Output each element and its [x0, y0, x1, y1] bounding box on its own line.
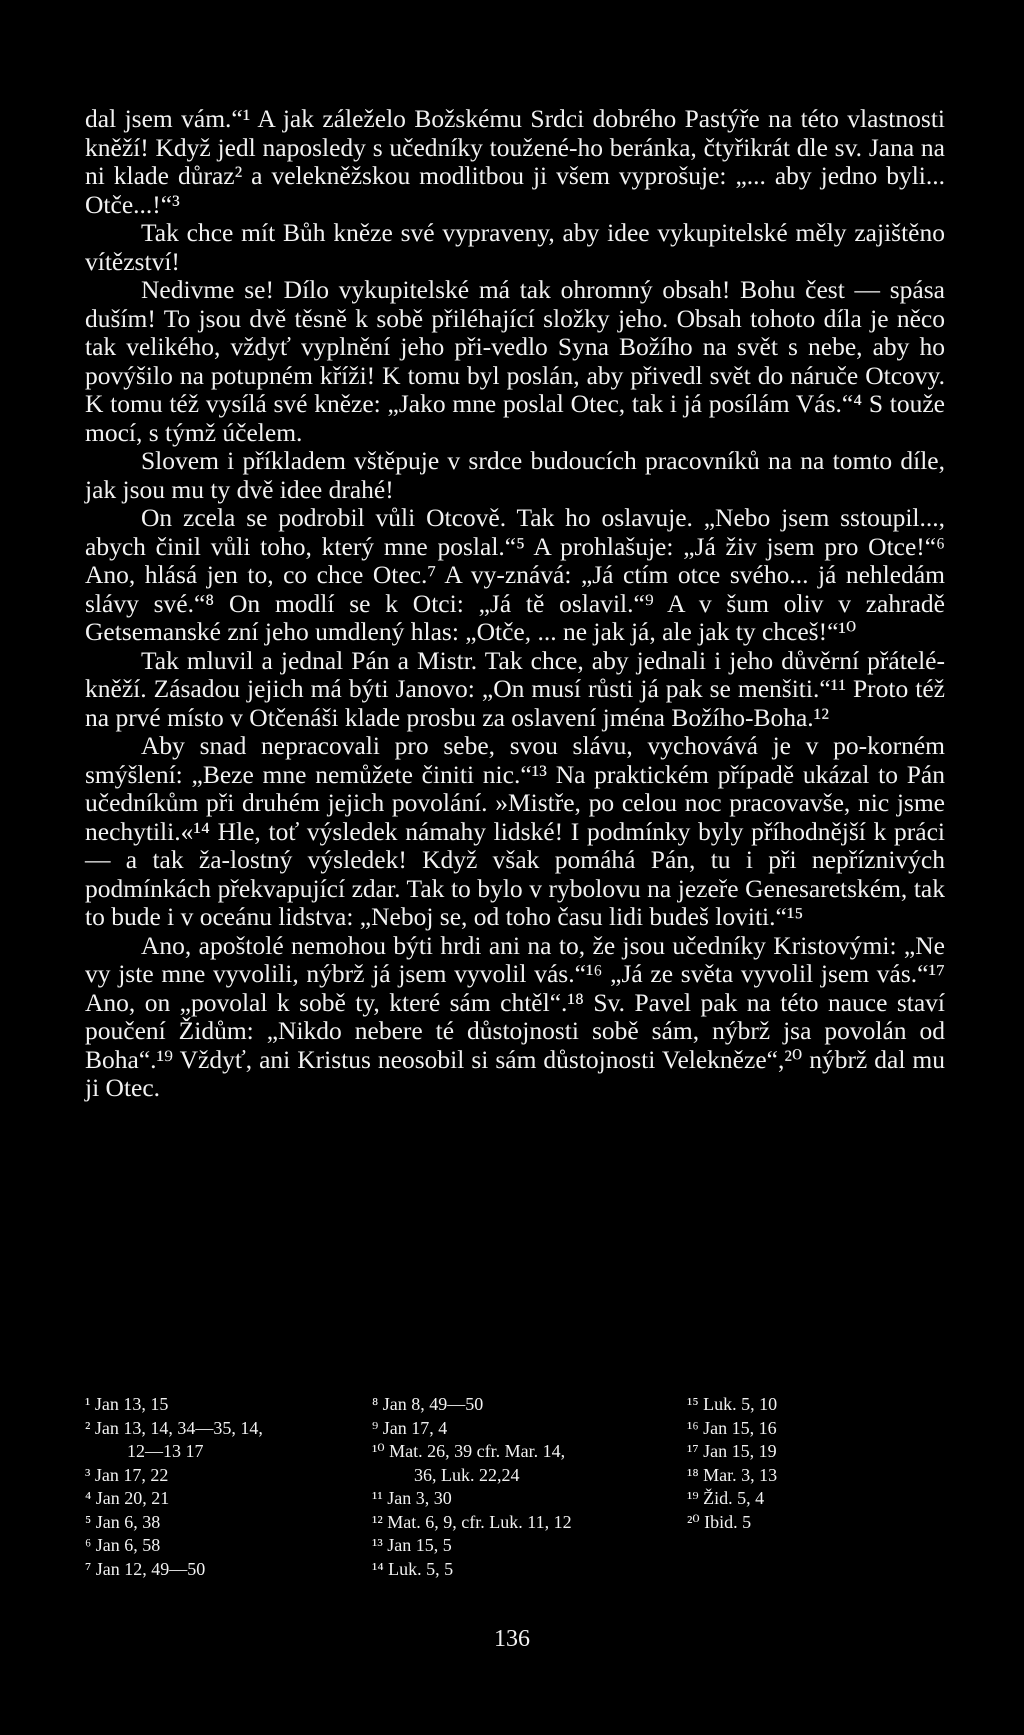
footnote: ¹⁹ Žid. 5, 4 [687, 1488, 765, 1508]
footnote: ⁸ Jan 8, 49—50 [372, 1394, 484, 1414]
footnote-continuation: 36, Luk. 22,24 [414, 1464, 520, 1485]
paragraph-4: Slovem i příkladem vštěpuje v srdce budoucích pracovníků na na tomto díle, jak jsou mu ty dvě idee drahé! [85, 446, 945, 504]
footnote: ¹ Jan 13, 15 [85, 1394, 169, 1414]
footnote: ⁶ Jan 6, 58 [85, 1535, 161, 1555]
footnote: ¹⁶ Jan 15, 16 [687, 1417, 777, 1438]
footnote: ⁵ Jan 6, 38 [85, 1511, 161, 1532]
footnote-column-1 [85, 1393, 355, 1581]
footnote: ⁷ Jan 12, 49—50 [85, 1558, 206, 1579]
paragraph-1: dal jsem vám.“¹ A jak záleželo Božskému Srdci dobrého Pastýře na této vlastnosti kněží! Když jedl naposledy s učedníky toužené-ho beránka, čtyřikrát dle sv. Jana na ni klade důraz² a velekněžskou modlitbou ji všem vyprošuje: „... aby jedno byli... Otče...!“³ [85, 104, 945, 219]
footnote: ¹⁴ Luk. 5, 5 [372, 1558, 454, 1579]
footnote: ³ Jan 17, 22 [85, 1464, 169, 1485]
footnote: ¹⁸ Mar. 3, 13 [687, 1464, 778, 1485]
paragraph-7: Aby snad nepracovali pro sebe, svou slávu, vychovává je v po-korném smýšlení: „Beze mne nemůžete činiti nic.“¹³ Na praktickém případě ukázal to Pán učedníkům při druhém jejich povolání. »Mistře, po celou noc pracovavše, nic jsme nechytili.«¹⁴ Hle, toť výsledek námahy lidské! I podmínky byly příhodnější k práci — a tak ža-lostný výsledek! Když však pomáhá Pán, tu i při nepříznivých podmínkách překvapující zdar. Tak to bylo v rybolovu na jezeře Genesaretském, tak to bude i v oceánu lidstva: „Neboj se, od toho času lidi budeš loviti.“¹⁵ [85, 731, 945, 931]
footnote-continuation: 12—13 17 [127, 1441, 204, 1461]
paragraph-2: Tak chce mít Bůh kněze své vypraveny, aby idee vykupitelské měly zajištěno vítězství! [85, 218, 945, 276]
paragraph-5: On zcela se podrobil vůli Otcově. Tak ho oslavuje. „Nebo jsem sstoupil..., abych činil vůli toho, který mne poslal.“⁵ A prohlašuje: „Já živ jsem pro Otce!“⁶ Ano, hlásá jen to, co chce Otec.⁷ A vy-znává: „Já ctím otce svého... já nehledám slávy své.“⁸ On modlí se k Otci: „Já tě oslavil.“⁹ A v šum oliv v zahradě Getsemanské zní jeho umdlený hlas: „Otče, ... ne jak já, ale jak ty chceš!“¹⁰ [85, 503, 945, 646]
footnote: ¹⁵ Luk. 5, 10 [687, 1394, 778, 1414]
footnote: ¹⁷ Jan 15, 19 [687, 1441, 777, 1461]
footnote: ²⁰ Ibid. 5 [687, 1511, 752, 1532]
body-text [85, 105, 945, 1103]
paragraph-8: Ano, apoštolé nemohou býti hrdi ani na to, že jsou učedníky Kristovými: „Ne vy jste mne vyvolili, nýbrž já jsem vyvolil vás.“¹⁶ „Já ze světa vyvolil jsem vás.“¹⁷ Ano, on „povolal k sobě ty, které sám chtěl“.¹⁸ Sv. Pavel pak na této nauce staví poučení Židům: „Nikdo nebere té důstojnosti sobě sám, nýbrž jsa povolán od Boha“.¹⁹ Vždyť, ani Kristus neosobil si sám důstojnosti Velekněze“,²⁰ nýbrž dal mu ji Otec. [85, 930, 945, 1102]
footnote: ¹³ Jan 15, 5 [372, 1535, 452, 1555]
footnote: ¹¹ Jan 3, 30 [372, 1488, 452, 1508]
footnote-column-2 [372, 1393, 702, 1581]
paragraph-3: Nedivme se! Dílo vykupitelské má tak ohromný obsah! Bohu čest — spása duším! To jsou dvě těsně k sobě přiléhající složky jeho. Obsah tohoto díla je něco tak velikého, vždyť vyplnění jeho při-vedlo Syna Božího na svět s nebe, aby ho povýšilo na potupném kříži! K tomu byl poslán, aby přivedl svět do náruče Otcovy. K tomu též vysílá své kněze: „Jako mne poslal Otec, tak i já posílám Vás.“⁴ S touže mocí, s týmž účelem. [85, 275, 945, 447]
footnote: ¹⁰ Mat. 26, 39 cfr. Mar. 14, [372, 1441, 566, 1461]
page-number: 136 [494, 1626, 530, 1652]
footnote: ¹² Mat. 6, 9, cfr. Luk. 11, 12 [372, 1511, 572, 1532]
footnote: ⁹ Jan 17, 4 [372, 1417, 448, 1438]
paragraph-6: Tak mluvil a jednal Pán a Mistr. Tak chce, aby jednali i jeho důvěrní přátelé-kněží. Zásadou jejich má býti Janovo: „On musí růsti já pak se menšiti.“¹¹ Proto též na prvé místo v Otčenáši klade prosbu za oslavení jména Božího-Boha.¹² [85, 645, 945, 732]
footnote-column-3 [687, 1393, 937, 1534]
footnote: ² Jan 13, 14, 34—35, 14, [85, 1417, 263, 1438]
footnote: ⁴ Jan 20, 21 [85, 1488, 170, 1508]
